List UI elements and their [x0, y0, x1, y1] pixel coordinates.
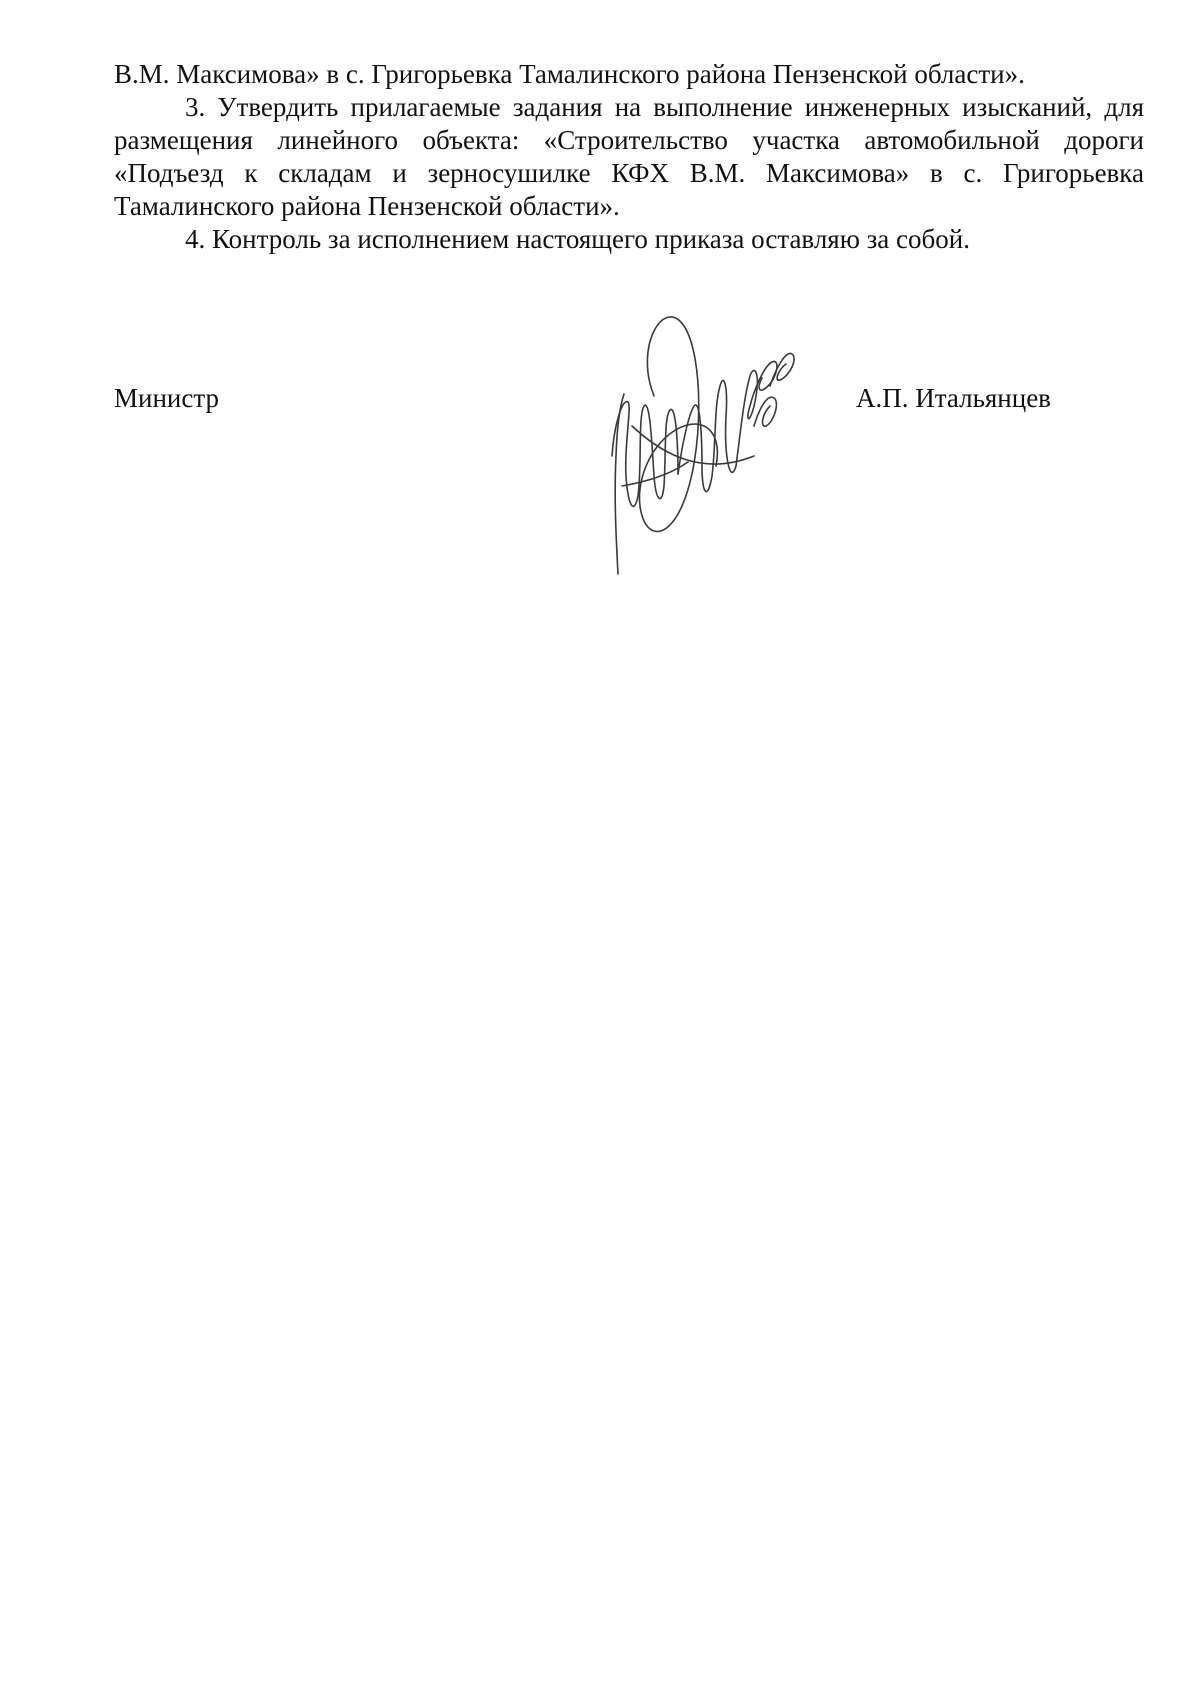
paragraph-item-4: 4. Контроль за исполнением настоящего приказа оставляю за собой.	[185, 224, 970, 254]
paragraph-item-3: 3. Утвердить прилагаемые задания на выполнение инженерных изысканий, для размещения линейного объекта: «Строительство участка автомобильной дороги «Подъезд к складам и зерносушилке КФХ В.М. Максимова» в с. Григорьевка Тамалинского района Пензенской области».	[114, 92, 1144, 221]
document-body	[114, 58, 1144, 256]
signatory-position: Министр	[114, 383, 219, 413]
handwritten-signature-icon	[604, 306, 804, 576]
paragraph-continuation: В.М. Максимова» в с. Григорьевка Тамалинского района Пензенской области».	[114, 59, 1025, 89]
signatory-name: А.П. Итальянцев	[856, 383, 1051, 413]
